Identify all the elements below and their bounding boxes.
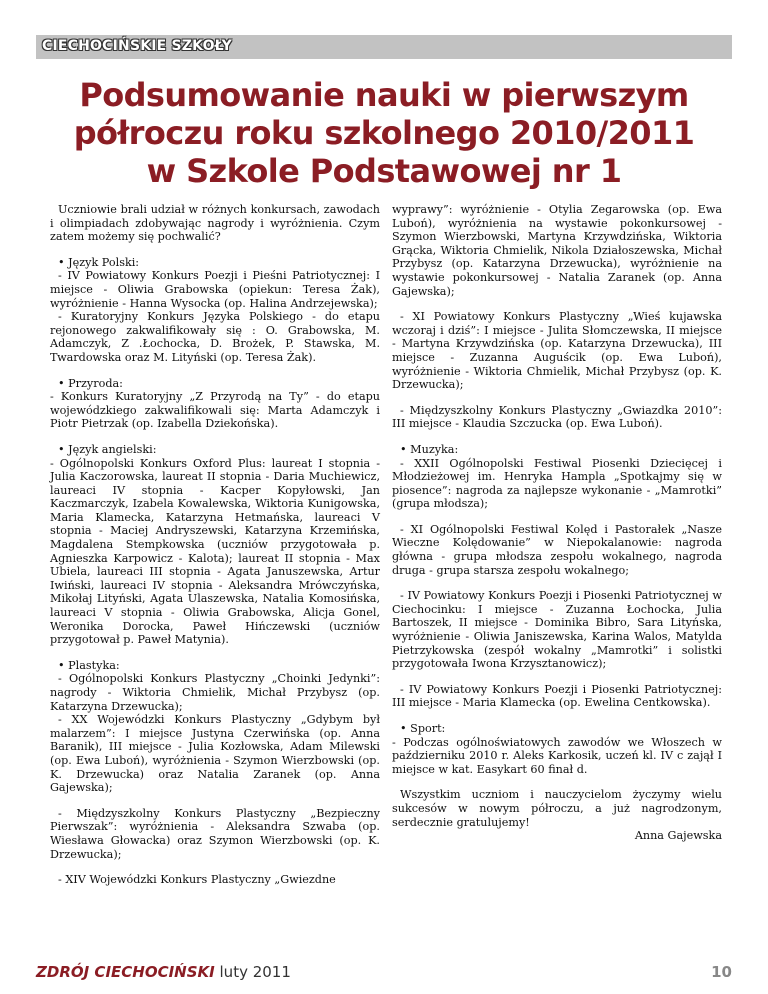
footer-brand: [36, 963, 291, 981]
nature-item: - Konkurs Kuratoryjny „Z Przyrodą na Ty” - do etapu wojewódzkiego zakwalifikowali się: Marta Adamczyk i Piotr Pietrzak (op. Izabella Dziekońska).: [50, 390, 380, 431]
art-item: - Ogólnopolski Konkurs Plastyczny „Choinki Jedynki”: nagrody - Wiktoria Chmielik, Michał Przybysz (op. Katarzyna Drzewucka);: [50, 672, 380, 713]
art-item-continued: wyprawy”: wyróżnienie - Otylia Zegarowska (op. Ewa Luboń), wyróżnienia na wystawie pokonkursowej - Szymon Wierzbowski, Martyna Krzywdzińska, Wiktoria Grącka, Wiktoria Chmielik, Nikola Działoszewska, Michał Przybysz (op. Katarzyna Drzewucka), wyróżnienie na wystawie pokonkursowej - Natalia Zaranek (op. Anna Gajewska);: [392, 203, 722, 298]
music-item: - XXII Ogólnopolski Festiwal Piosenki Dziecięcej i Młodzieżowej im. Henryka Hampla „Spotkajmy się w piosence”: nagroda za najlepsze wykonanie - „Mamrotki” (grupa młodsza);: [392, 456, 722, 511]
sport-heading: • Sport:: [400, 722, 446, 735]
author-signature: Anna Gajewska: [634, 829, 722, 843]
section-bar: [36, 35, 732, 59]
english-heading: • Język angielski:: [58, 442, 157, 456]
art-item: - XX Wojewódzki Konkurs Plastyczny „Gdybym był malarzem”: I miejsce Justyna Czerwińska (op. Anna Baranik), III miejsce - Julia Kozłowska, Adam Milewski (op. Ewa Luboń), wyróżnienia - Szymon Wierzbowski (op. K. Drzewucka) oraz Natalia Zaranek (op. Anna Gajewska);: [50, 713, 380, 795]
page-number: 10: [711, 963, 732, 981]
section-label: CIECHOCIŃSKIE SZKOŁY: [42, 38, 233, 54]
music-item: - IV Powiatowy Konkurs Poezji i Piosenki Patriotycznej: III miejsce - Maria Klamecka (op. Ewelina Centkowska).: [392, 682, 722, 710]
polish-item: - IV Powiatowy Konkurs Poezji i Pieśni Patriotycznej: I miejsce - Oliwia Grabowska (opiekun: Teresa Żak), wyróżnienie - Hanna Wysocka (op. Halina Andrzejewska);: [50, 269, 380, 310]
polish-section: [50, 256, 380, 365]
closing-paragraph: Wszystkim uczniom i nauczycielom życzymy wielu sukcesów w nowym półroczu, a już nagrodzonym, serdecznie gratulujemy!: [392, 788, 722, 829]
english-item: - Ogólnopolski Konkurs Oxford Plus: laureat I stopnia - Julia Kaczorowska, laureat II stopnia - Daria Muchiewicz, laureaci IV stopnia - Kacper Kopyłowski, Jan Kaczmarczyk, Izabela Kowalewska, Wiktoria Kunigowska, Maria Klamecka, Katarzyna Hetmańska, laureaci V stopnia - Maciej Andryszewski, Katarzyna Krzemińska, Magdalena Stempkowska (uczniów przygotowała p. Agnieszka Karpowicz - Kalota); laureat II stopnia - Max Ubiela, laureaci III stopnia - Agata Januszewska, Artur Iwiński, laureaci IV stopnia - Aleksandra Mrówczyńska, Mikołaj Lityński, Agata Ulaszewska, Natalia Komosińska, laureaci V stopnia - Oliwia Grabowska, Alicja Gonel, Weronika Dorocka, Paweł Hińczewski (uczniów przygotował p. Paweł Matynia).: [50, 456, 380, 647]
art-section: [50, 659, 380, 795]
closing-section: [392, 788, 722, 842]
right-column: [392, 203, 722, 843]
sport-section: [392, 722, 722, 776]
nature-heading: • Przyroda:: [58, 376, 123, 390]
polish-item: - Kuratoryjny Konkurs Języka Polskiego - do etapu rejonowego zakwalifikowały się : O. Grabowska, M. Adamczyk, Z .Łochocka, D. Brożek, P. Stawska, M. Twardowska oraz M. Lityński (op. Teresa Żak).: [50, 310, 380, 364]
music-item: - XI Ogólnopolski Festiwal Kolęd i Pastorałek „Nasze Wieczne Kolędowanie” w Niepokalanowie: nagroda główna - grupa młodsza zespołu wokalnego, nagroda druga - grupa starsza zespołu wokalnego;: [392, 522, 722, 577]
article-title-line: półroczu roku szkolnego 2010/2011: [73, 114, 695, 152]
polish-heading: • Język Polski:: [58, 255, 140, 269]
art-item: - Międzyszkolny Konkurs Plastyczny „Bezpieczny Pierwszak”: wyróżnienia - Aleksandra Szwaba (op. Wiesława Głowacka) oraz Szymon Wierzbowski (op. K. Drzewucka);: [50, 806, 380, 861]
art-heading: • Plastyka:: [58, 658, 120, 672]
music-section: [392, 443, 722, 511]
art-item: - XI Powiatowy Konkurs Plastyczny „Wieś kujawska wczoraj i dziś”: I miejsce - Julita Słomczewska, II miejsce - Martyna Krzywdzińska (op. Katarzyna Drzewucka), III miejsce - Zuzanna Auguścik (op. Ewa Luboń), wyróżnienie - Wiktoria Chmielik, Michał Przybysz (op. K. Drzewucka);: [392, 310, 722, 392]
intro-paragraph: Uczniowie brali udział w różnych konkursach, zawodach i olimpiadach zdobywając nagrody i wyróżnienia. Czym zatem możemy się pochwalić?: [50, 203, 380, 244]
music-item: - IV Powiatowy Konkurs Poezji i Piosenki Patriotycznej w Ciechocinku: I miejsce - Zuzanna Łochocka, Julia Bartoszek, II miejsce - Dominika Bibro, Sara Lityńska, wyróżnienie - Oliwia Janiszewska, Karina Walos, Matylda Pietrzykowska (zespół wokalny „Mamrotki” i solistki przygotowała Iwona Krzysztanowicz);: [392, 589, 722, 671]
magazine-name: ZDRÓJ CIECHOCIŃSKI: [36, 963, 215, 981]
article-title-line: w Szkole Podstawowej nr 1: [146, 152, 622, 190]
nature-section: [50, 377, 380, 431]
art-item: - Międzyszkolny Konkurs Plastyczny „Gwiazdka 2010”: III miejsce - Klaudia Szczucka (op. Ewa Luboń).: [392, 403, 722, 431]
article-title-line: Podsumowanie nauki w pierwszym: [79, 76, 689, 114]
art-item-continued: - XIV Wojewódzki Konkurs Plastyczny „Gwiezdne: [58, 873, 336, 887]
music-heading: • Muzyka:: [400, 442, 459, 456]
issue-date: luty 2011: [219, 963, 291, 981]
english-section: [50, 443, 380, 647]
sport-item: - Podczas ogólnoświatowych zawodów we Włoszech w październiku 2010 r. Aleks Karkosik, uczeń kl. IV c zajął I miejsce w kat. Easykart 60 finał d.: [392, 735, 722, 776]
left-column: [50, 203, 380, 887]
article-title: [36, 76, 732, 190]
